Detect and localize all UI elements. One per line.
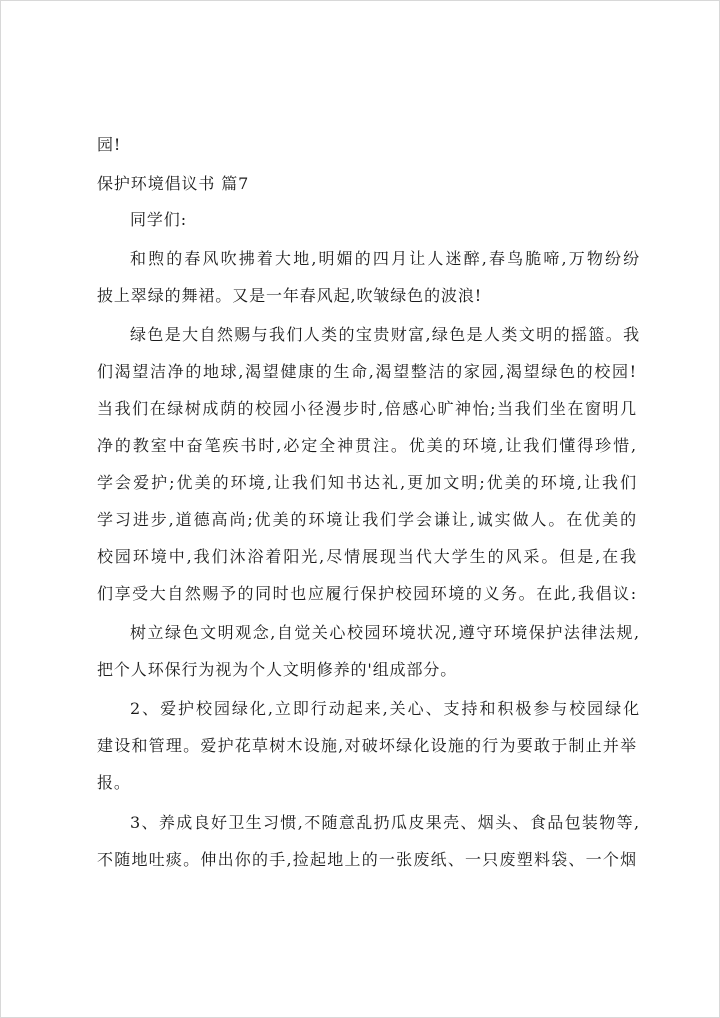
paragraph-3-line-1: 树立绿色文明观念,自觉关心校园环境状况,遵守环境保护法律法规, bbox=[130, 623, 640, 642]
section-heading: 保护环境倡议书 篇7 bbox=[97, 174, 250, 193]
paragraph-2-line-3: 当我们在绿树成荫的校园小径漫步时,倍感心旷神怡;当我们坐在窗明几 bbox=[97, 399, 637, 418]
text-line-1: 园! bbox=[97, 135, 122, 154]
paragraph-2-line-8: 们享受大自然赐予的同时也应履行保护校园环境的义务。在此,我倡议: bbox=[97, 584, 637, 603]
paragraph-5-line-2: 不随地吐痰。伸出你的手,捡起地上的一张废纸、一只废塑料袋、一个烟 bbox=[97, 850, 637, 869]
paragraph-2-line-4: 净的教室中奋笔疾书时,必定全神贯注。优美的环境,让我们懂得珍惜, bbox=[97, 436, 637, 455]
salutation: 同学们: bbox=[130, 210, 187, 229]
paragraph-1-line-1: 和煦的春风吹拂着大地,明媚的四月让人迷醉,春鸟脆啼,万物纷纷 bbox=[130, 249, 640, 268]
paragraph-2-line-1: 绿色是大自然赐与我们人类的宝贵财富,绿色是人类文明的摇篮。我 bbox=[130, 325, 640, 344]
paragraph-4-line-1: 2、爱护校园绿化,立即行动起来,关心、支持和积极参与校园绿化 bbox=[130, 699, 640, 718]
paragraph-2-line-6: 学习进步,道德高尚;优美的环境让我们学会谦让,诚实做人。在优美的 bbox=[97, 510, 637, 529]
paragraph-5-line-1: 3、养成良好卫生习惯,不随意乱扔瓜皮果壳、烟头、食品包装物等, bbox=[130, 813, 640, 832]
paragraph-4-line-2: 建设和管理。爱护花草树木设施,对破坏绿化设施的行为要敢于制止并举 bbox=[97, 736, 637, 755]
paragraph-2-line-7: 校园环境中,我们沐浴着阳光,尽情展现当代大学生的风采。但是,在我 bbox=[97, 547, 637, 566]
paragraph-2-line-2: 们渴望洁净的地球,渴望健康的生命,渴望整洁的家园,渴望绿色的校园! bbox=[97, 362, 637, 381]
paragraph-2-line-5: 学会爱护;优美的环境,让我们知书达礼,更加文明;优美的环境,让我们 bbox=[97, 473, 637, 492]
paragraph-3-line-2: 把个人环保行为视为个人文明修养的'组成部分。 bbox=[97, 660, 458, 679]
paragraph-1-line-2: 披上翠绿的舞裙。又是一年春风起,吹皱绿色的波浪! bbox=[97, 286, 483, 305]
paragraph-4-line-3: 报。 bbox=[97, 773, 131, 792]
